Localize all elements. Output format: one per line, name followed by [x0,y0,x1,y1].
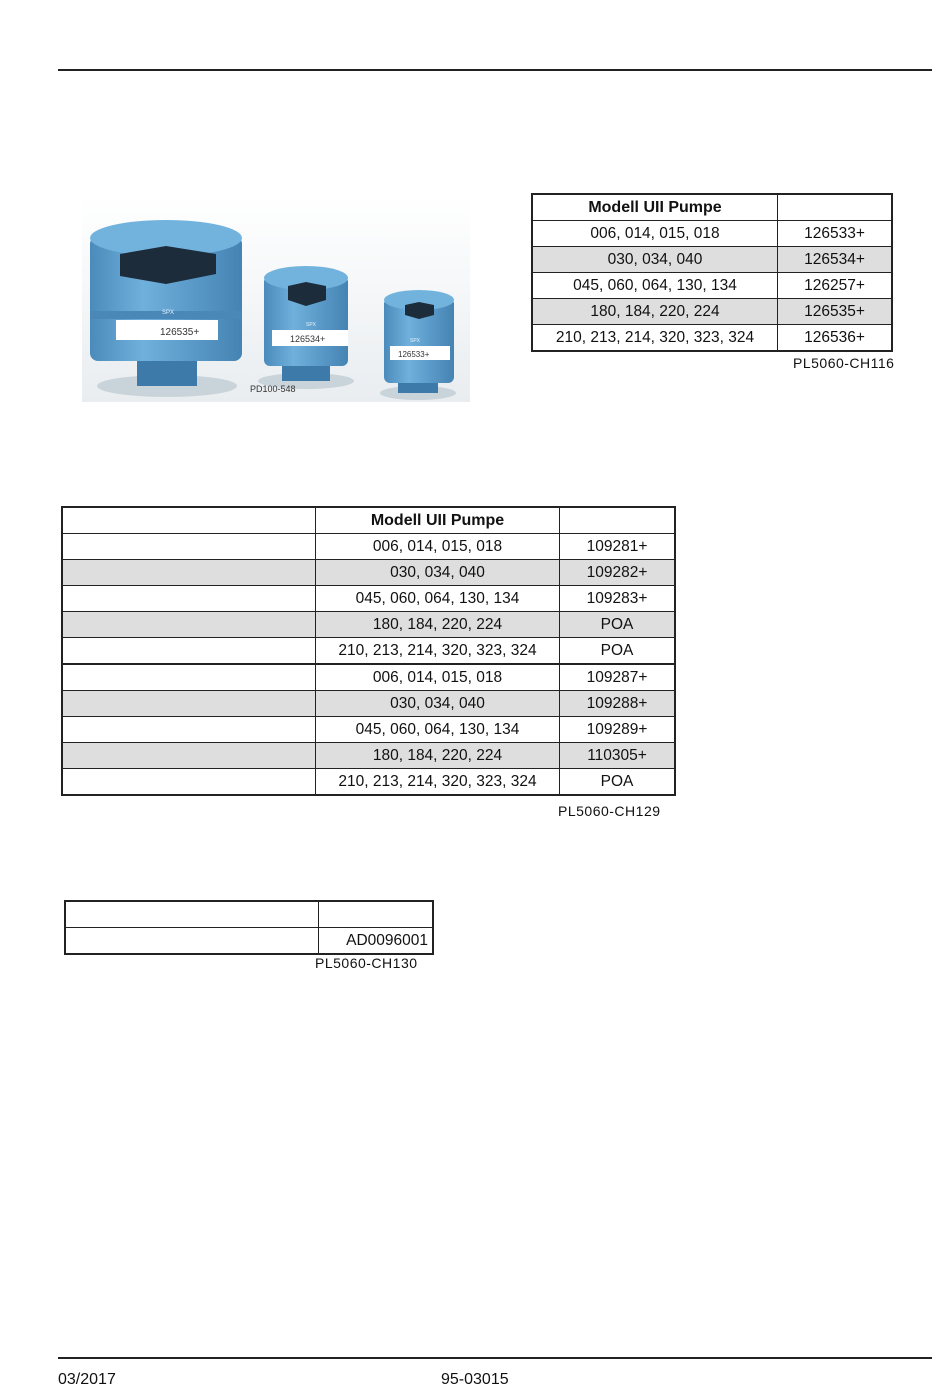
description-header-cell [65,901,319,928]
table-row [62,743,675,769]
part-number-cell: 110305+ [560,743,676,769]
part-number-cell: 109282+ [560,560,676,586]
photo-caption: PD100-548 [250,384,296,394]
part-number-cell: POA [560,612,676,638]
part-number-cell: 109283+ [560,586,676,612]
description-cell [62,586,316,612]
model-column-header: Modell UII Pumpe [316,507,560,534]
models-cell: 006, 014, 015, 018 [316,534,560,560]
table-row [532,273,892,299]
part-number-cell: 126535+ [778,299,893,325]
socket-set-photo [82,196,470,402]
models-cell: 180, 184, 220, 224 [316,743,560,769]
models-cell: 045, 060, 064, 130, 134 [316,586,560,612]
models-cell: 030, 034, 040 [316,560,560,586]
models-cell: 030, 034, 040 [316,691,560,717]
part-column-header [560,507,676,534]
brand-logo-large: SPX [162,310,175,316]
footer-date: 03/2017 [58,1371,116,1388]
table-row [532,299,892,325]
table-row [62,612,675,638]
table-row [62,691,675,717]
table-row [62,664,675,691]
description-cell [62,769,316,796]
table-header-row [532,194,892,221]
part-column-header [778,194,893,221]
table-row [65,928,433,955]
small-socket-label: 126533+ [398,350,430,359]
medium-socket-label: 126534+ [290,334,326,344]
adapter-part-table [64,900,434,955]
models-cell: 045, 060, 064, 130, 134 [316,717,560,743]
table2-reference: PL5060-CH129 [558,803,661,819]
table-header-row [62,507,675,534]
models-cell: 180, 184, 220, 224 [532,299,778,325]
description-cell [62,664,316,691]
part-header-cell [319,901,434,928]
table-row [62,586,675,612]
tool-parts-table [61,506,676,796]
description-cell [62,743,316,769]
models-cell: 030, 034, 040 [532,247,778,273]
table3-reference: PL5060-CH130 [315,955,418,971]
footer-doc-number: 95-03015 [441,1371,509,1388]
part-number-cell: 126257+ [778,273,893,299]
table-row [532,247,892,273]
models-cell: 210, 213, 214, 320, 323, 324 [532,325,778,352]
part-number-cell: 126533+ [778,221,893,247]
part-number-cell: 109281+ [560,534,676,560]
description-column-header [62,507,316,534]
part-number-cell: POA [560,769,676,796]
models-cell: 210, 213, 214, 320, 323, 324 [316,638,560,665]
models-cell: 006, 014, 015, 018 [532,221,778,247]
table-row [62,534,675,560]
brand-logo-small: SPX [410,338,421,344]
footer-rule [58,1357,932,1359]
table-row [62,560,675,586]
models-cell: 006, 014, 015, 018 [316,664,560,691]
part-number-cell: 109288+ [560,691,676,717]
part-number-cell: 109289+ [560,717,676,743]
table-header-row [65,901,433,928]
brand-logo-medium: SPX [306,322,317,328]
model-column-header: Modell UII Pumpe [532,194,778,221]
description-cell [62,534,316,560]
description-cell [62,560,316,586]
part-number-cell: 109287+ [560,664,676,691]
models-cell: 045, 060, 064, 130, 134 [532,273,778,299]
description-cell [65,928,319,955]
description-cell [62,638,316,665]
part-number-cell: POA [560,638,676,665]
models-cell: 180, 184, 220, 224 [316,612,560,638]
table1-reference: PL5060-CH116 [793,355,895,371]
table-row [532,221,892,247]
description-cell [62,612,316,638]
description-cell [62,691,316,717]
table-row [62,769,675,796]
table-row [532,325,892,352]
table-row [62,638,675,665]
part-number-cell: 126536+ [778,325,893,352]
models-cell: 210, 213, 214, 320, 323, 324 [316,769,560,796]
socket-parts-table [531,193,893,352]
part-number-cell: 126534+ [778,247,893,273]
part-number-cell: AD0096001 [319,928,434,955]
header-rule [58,69,932,71]
table-row [62,717,675,743]
large-socket-label: 126535+ [160,327,200,338]
description-cell [62,717,316,743]
